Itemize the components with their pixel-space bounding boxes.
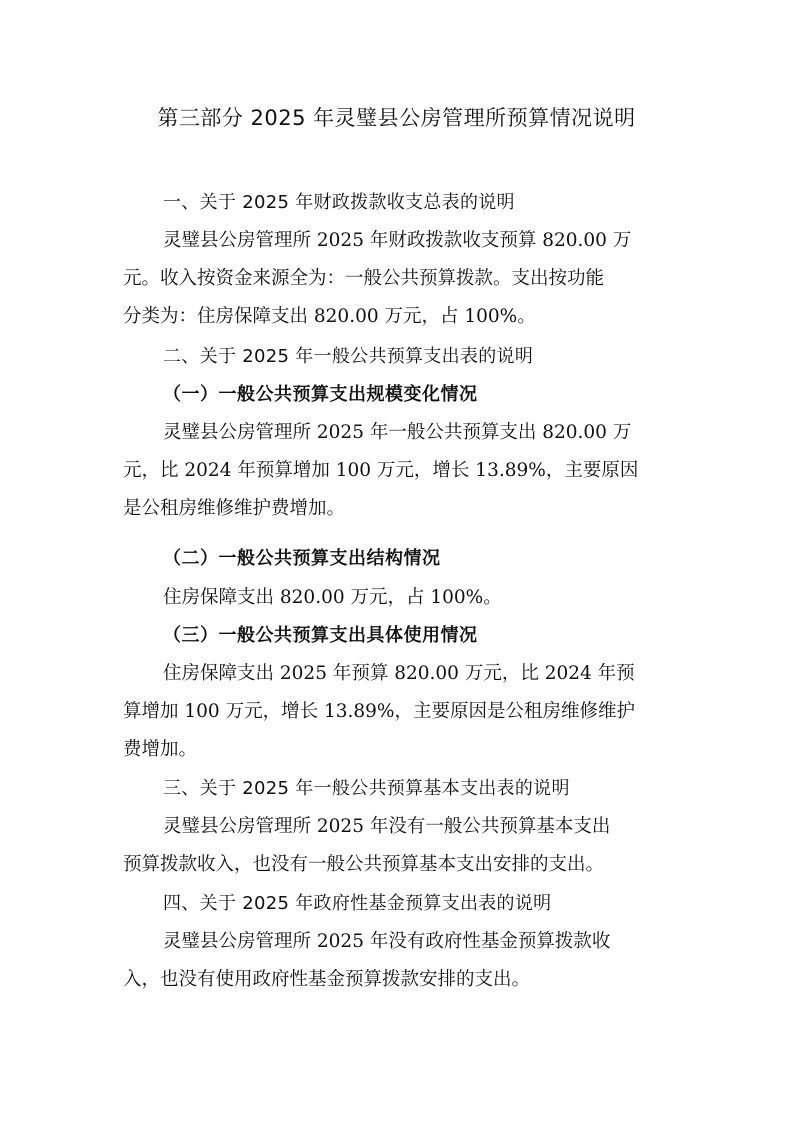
paragraph-line: 入，也没有使用政府性基金预算拨款安排的支出。 [123,969,531,990]
paragraph-line: 费增加。 [123,739,198,760]
paragraph-line: 灵璧县公房管理所 2025 年财政拨款收支预算 820.00 万 [163,230,632,251]
paragraph-line: 元。收入按资金来源全为：一般公共预算拨款。支出按功能 [123,268,605,289]
section-heading-1: 一、关于 2025 年财政拨款收支总表的说明 [163,192,515,213]
paragraph-line: 灵璧县公房管理所 2025 年没有政府性基金预算拨款收 [163,931,611,952]
paragraph-line: 元，比 2024 年预算增加 100 万元，增长 13.89%，主要原因 [123,460,639,481]
subsection-heading-1: （一）一般公共预算支出规模变化情况 [163,384,478,405]
paragraph-line: 预算拨款收入，也没有一般公共预算基本支出安排的支出。 [123,854,605,875]
section-heading-2: 二、关于 2025 年一般公共预算支出表的说明 [163,346,534,367]
paragraph-line: 灵璧县公房管理所 2025 年一般公共预算支出 820.00 万 [163,422,632,443]
subsection-heading-3: （三）一般公共预算支出具体使用情况 [163,625,478,646]
paragraph-line: 是公租房维修维护费增加。 [123,498,346,519]
paragraph-line: 住房保障支出 2025 年预算 820.00 万元，比 2024 年预 [163,663,635,684]
section-heading-3: 三、关于 2025 年一般公共预算基本支出表的说明 [163,778,570,799]
paragraph-line: 算增加 100 万元，增长 13.89%，主要原因是公租房维修维护 [123,701,635,722]
paragraph-line: 住房保障支出 820.00 万元，占 100%。 [163,587,502,608]
document-title: 第三部分 2025 年灵璧县公房管理所预算情况说明 [157,106,636,130]
paragraph-line: 灵璧县公房管理所 2025 年没有一般公共预算基本支出 [163,816,611,837]
paragraph-line: 分类为：住房保障支出 820.00 万元，占 100%。 [123,306,536,327]
section-heading-4: 四、关于 2025 年政府性基金预算支出表的说明 [163,893,552,914]
subsection-heading-2: （二）一般公共预算支出结构情况 [163,548,441,569]
